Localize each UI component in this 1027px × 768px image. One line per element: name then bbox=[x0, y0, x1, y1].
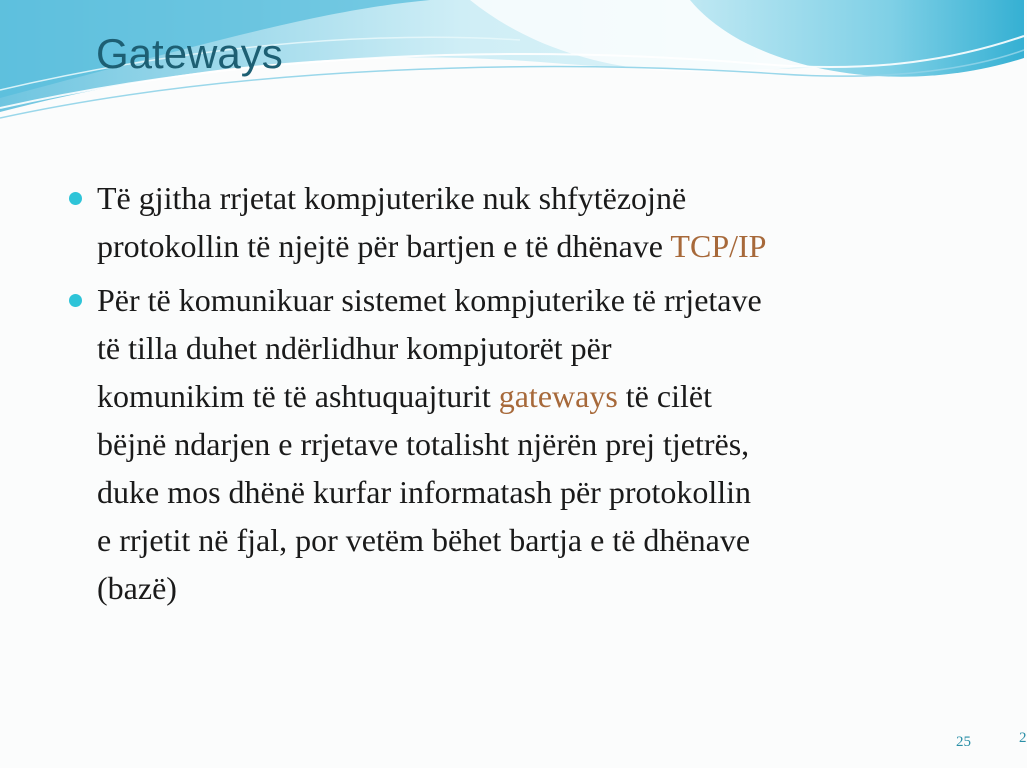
bullet-line bbox=[97, 222, 998, 270]
bullet-text: Për të komunikuar sistemet kompjuterike të rrjetave bbox=[97, 282, 762, 318]
bullet-text: protokollin të njejtë për bartjen e të dhënave bbox=[97, 228, 671, 264]
bullet-line bbox=[97, 174, 998, 222]
bullet-line bbox=[97, 516, 998, 564]
bullet-text: duke mos dhënë kurfar informatash për protokollin bbox=[97, 474, 752, 510]
bullet-text: Të gjitha rrjetat kompjuterike nuk shfytëzojnë bbox=[97, 180, 687, 216]
bullet-text: të cilët bbox=[617, 378, 712, 414]
bullet-list bbox=[68, 174, 998, 618]
bullet-text: komunikim të të ashtuquajturit bbox=[97, 378, 499, 414]
slide-number: 25 bbox=[956, 734, 971, 750]
bullet-line bbox=[97, 372, 998, 420]
bullet-text: bëjnë ndarjen e rrjetave totalisht njërën prej tjetrës, bbox=[97, 426, 750, 462]
bullet-text: e rrjetit në fjal, por vetëm bëhet bartja e të dhënave bbox=[97, 522, 751, 558]
highlighted-term: TCP/IP bbox=[670, 228, 767, 264]
bullet-item bbox=[68, 276, 998, 612]
slide-number-overflow: 2 bbox=[1019, 730, 1027, 746]
bullet-item bbox=[68, 174, 998, 270]
highlighted-term: gateways bbox=[498, 378, 618, 414]
slide-title: Gateways bbox=[96, 30, 283, 77]
bullet-text: (bazë) bbox=[97, 570, 177, 606]
bullet-line bbox=[97, 564, 998, 612]
bullet-line bbox=[97, 324, 998, 372]
bullet-marker-icon bbox=[69, 294, 82, 307]
bullet-text: të tilla duhet ndërlidhur kompjutorët për bbox=[97, 330, 612, 366]
bullet-line bbox=[97, 276, 998, 324]
bullet-marker-icon bbox=[69, 192, 82, 205]
bullet-line bbox=[97, 420, 998, 468]
bullet-line bbox=[97, 468, 998, 516]
